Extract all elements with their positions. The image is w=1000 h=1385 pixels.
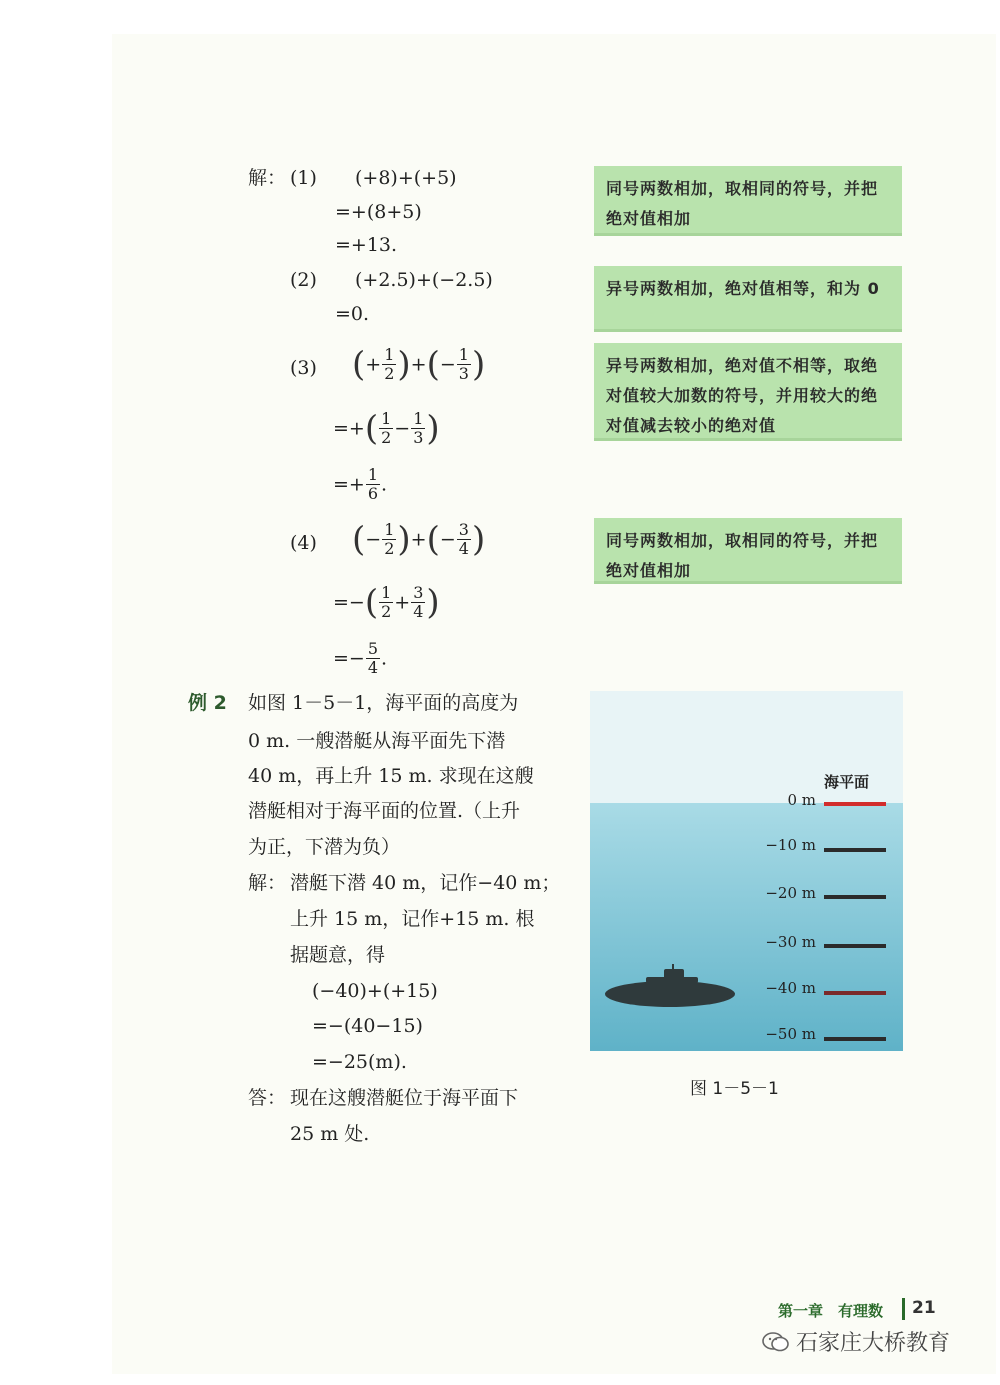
example-2-answer-2: 25 m 处. [290,1123,370,1145]
part-2-number: (2) [290,269,317,291]
part-1-line-1: (+8)+(+5) [355,167,457,189]
tick-mark-40 [824,991,886,995]
tick-mark-0 [824,802,886,806]
part-4-number: (4) [290,532,317,554]
tick-label-40: −40 m [765,979,816,997]
watermark-text: 石家庄大桥教育 [796,1331,951,1356]
tick-label-10: −10 m [765,836,816,854]
part-1-line-2: =+(8+5) [335,201,422,223]
figure-caption: 图 1－5－1 [690,1079,779,1099]
sea-level-figure [590,691,903,1051]
solution-label: 解： [248,167,287,189]
example-2-solution-3: 据题意，得 [290,944,386,966]
example-2-question-3: 40 m，再上升 15 m. 求现在这艘 [248,765,534,787]
part-3-line-1: (+ $\frac{1}{2}$ )+(− $\frac{1}{3}$ ) [352,344,486,385]
part-4-line-1: (− $\frac{1}{2}$ )+(− $\frac{3}{4}$ ) [352,519,486,560]
example-2-solution-1: 潜艇下潜 40 m，记作−40 m； [290,872,561,894]
note-same-sign-2: 同号两数相加，取相同的符号，并把绝对值相加 [594,518,902,584]
part-1-line-3: =+13. [335,234,398,256]
part-3-line-3: =+ $\frac{1}{6}$ . [333,465,388,503]
tick-mark-50 [824,1037,886,1041]
example-2-question-5: 为正，下潜为负） [248,836,401,858]
water-area [590,803,903,1051]
tick-mark-10 [824,848,886,852]
example-2-expression-2: =−(40−15) [312,1015,423,1037]
note-same-sign-1: 同号两数相加，取相同的符号，并把绝对值相加 [594,166,902,236]
example-2-answer-label: 答： [248,1087,287,1109]
part-2-line-1: (+2.5)+(−2.5) [355,269,493,291]
footer-divider [902,1298,905,1320]
example-2-expression-1: (−40)+(+15) [312,980,438,1002]
part-3-line-2: =+( $\frac{1}{2}$ − $\frac{1}{3}$ ) [333,408,440,449]
note-opposite-unequal: 异号两数相加，绝对值不相等，取绝对值较大加数的符号，并用较大的绝对值减去较小的绝对值 [594,343,902,441]
part-3-number: (3) [290,357,317,379]
wechat-icon [762,1332,790,1352]
example-2-question-2: 0 m. 一艘潜艇从海平面先下潜 [248,730,506,752]
page-number: 21 [912,1298,936,1318]
example-2-solution-label: 解： [248,872,287,894]
part-1-number: (1) [290,167,317,189]
tick-label-0: 0 m [787,791,816,809]
example-2-solution-2: 上升 15 m，记作+15 m. 根 [290,908,535,930]
tick-label-20: −20 m [765,884,816,902]
example-2-question-1: 如图 1－5－1，海平面的高度为 [248,692,519,714]
example-2-expression-3: =−25(m). [312,1051,407,1073]
tick-label-50: −50 m [765,1025,816,1043]
example-2-label: 例 2 [188,692,227,714]
part-4-line-2: =−( $\frac{1}{2}$ + $\frac{3}{4}$ ) [333,582,440,623]
chapter-title: 第一章 有理数 [778,1302,884,1320]
note-opposite-equal: 异号两数相加，绝对值相等，和为 0 [594,266,902,332]
tick-mark-20 [824,895,886,899]
tick-mark-30 [824,944,886,948]
part-2-line-2: =0. [335,303,370,325]
sea-level-label: 海平面 [824,773,870,791]
part-4-line-3: =− $\frac{5}{4}$ . [333,639,388,677]
example-2-answer-1: 现在这艘潜艇位于海平面下 [290,1087,519,1109]
tick-label-30: −30 m [765,933,816,951]
example-2-question-4: 潜艇相对于海平面的位置.（上升 [248,800,521,822]
